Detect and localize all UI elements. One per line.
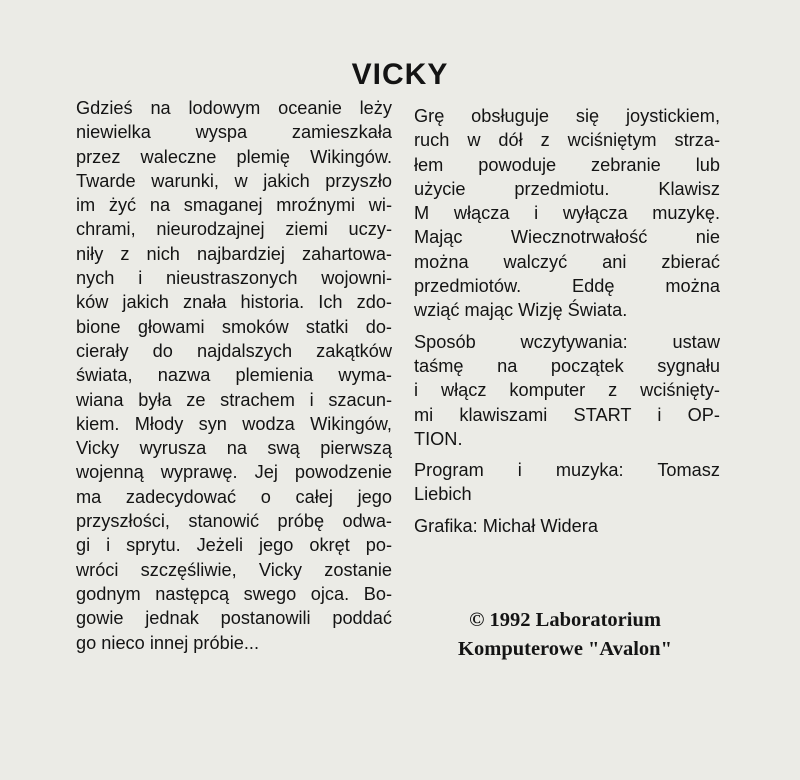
- left-column: [76, 96, 392, 655]
- text-line: TION.: [414, 428, 463, 449]
- text-line: gowie jednak postanowili poddać: [76, 608, 392, 629]
- text-line: Sposób wczytywania: ustaw: [414, 331, 720, 352]
- text-line: bione głowami smoków statki do-: [76, 316, 392, 337]
- text-line: Vicky wyrusza na swą pierwszą: [76, 438, 392, 459]
- text-line: łem powoduje zebranie lub: [414, 154, 720, 175]
- credits-line-1: © 1992 Laboratorium: [469, 609, 661, 631]
- text-line: ków jakich znała historia. Ich zdo-: [76, 292, 392, 313]
- text-line: chrami, nieurodzajnej ziemi uczy-: [76, 219, 392, 240]
- text-line: nych i nieustraszonych wojowni-: [76, 268, 392, 289]
- paragraph: [414, 458, 720, 507]
- text-line: godnym następcą swego ojca. Bo-: [76, 583, 392, 604]
- credits-line-2: Komputerowe "Avalon": [458, 638, 672, 660]
- text-line: Twarde warunki, w jakich przyszło: [76, 170, 392, 191]
- text-line: Mając Wiecznotrwałość nie: [414, 227, 720, 248]
- right-column: [414, 104, 720, 545]
- paragraph: [414, 104, 720, 323]
- text-line: mi klawiszami START i OP-: [414, 404, 720, 425]
- text-line: im żyć na smaganej mroźnymi wi-: [76, 195, 392, 216]
- text-line: taśmę na początek sygnału: [414, 355, 720, 376]
- text-line: wziąć mając Wizję Świata.: [414, 300, 628, 321]
- text-line: wróci szczęśliwie, Vicky zostanie: [76, 559, 392, 580]
- text-line: niewielka wyspa zamieszkała: [76, 122, 392, 143]
- text-line: wojenną wyprawę. Jej powodzenie: [76, 462, 392, 483]
- text-line: użycie przedmiotu. Klawisz: [414, 178, 720, 199]
- text-line: go nieco innej próbie...: [76, 632, 260, 653]
- text-line: ruch w dół z wciśniętym strza-: [414, 130, 720, 151]
- text-line: można walczyć ani zbierać: [414, 251, 720, 272]
- text-line: M włącza i wyłącza muzykę.: [414, 203, 720, 224]
- text-line: wiana była ze strachem i szacun-: [76, 389, 392, 410]
- text-line: cierały do najdalszych zakątków: [76, 340, 392, 361]
- text-line: kiem. Młody syn wodza Wikingów,: [76, 413, 392, 434]
- text-line: i włącz komputer z wciśnięty-: [414, 380, 720, 401]
- paragraph: [414, 330, 720, 451]
- text-line: świata, nazwa plemienia wyma-: [76, 365, 392, 386]
- text-line: niły z nich najbardziej zahartowa-: [76, 243, 392, 264]
- text-line: Gdzieś na lodowym oceanie leży: [76, 98, 392, 118]
- text-line: przez waleczne plemię Wikingów.: [76, 146, 392, 167]
- text-line: ma zadecydować o całej jego: [76, 486, 392, 507]
- text-line: przedmiotów. Eddę można: [414, 276, 720, 297]
- credits: [400, 606, 730, 664]
- text-line: przyszłości, stanowić próbę odwa-: [76, 511, 392, 532]
- text-line: Liebich: [414, 484, 472, 505]
- paragraph: [414, 514, 720, 538]
- text-line: gi i sprytu. Jeżeli jego okręt po-: [76, 535, 392, 556]
- text-line: Grę obsługuje się joystickiem,: [414, 106, 720, 126]
- text-line: Program i muzyka: Tomasz: [414, 460, 720, 481]
- text-line: Grafika: Michał Widera: [414, 515, 598, 536]
- page-title: VICKY: [351, 58, 449, 91]
